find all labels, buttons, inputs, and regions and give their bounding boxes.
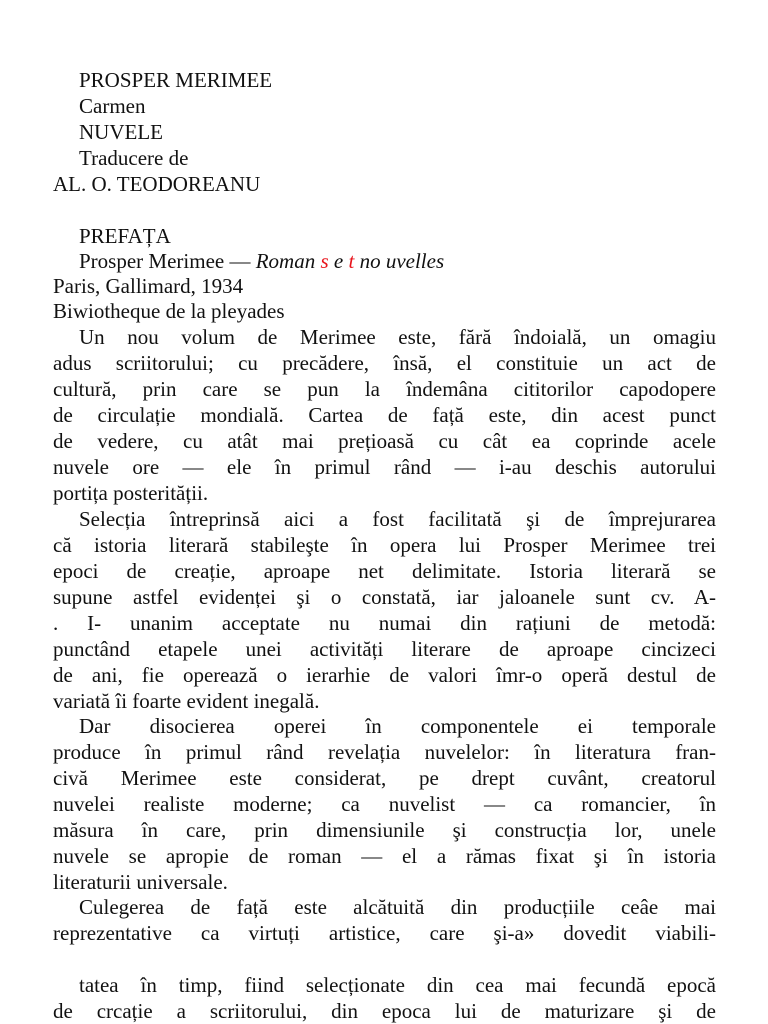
text-line: nuvele se apropie de roman — el a rămas fixat şi în istoria [53,844,716,868]
text-line: Culegerea de față este alcătuită din producțiile ceâe mai [79,895,716,919]
text-line: epoci de creație, aproape net delimitate. Istoria literară se [53,559,716,583]
translator-name: AL. O. TEODOREANU [53,172,261,196]
genre-label: NUVELE [79,120,163,144]
text-line: că istoria literară stabileşte în opera lui Prosper Merimee trei [53,533,716,557]
translation-label: Traducere de [79,146,189,170]
text-line: civă Merimee este considerat, pe drept cuvânt, creatorul [53,766,716,790]
text-line: Un nou volum de Merimee este, fără îndoială, un omagiu [79,325,716,349]
citation-red-letter: t [348,249,355,273]
text-line: de circulație mondială. Cartea de față este, din acest punct [53,403,716,427]
citation-publisher: Paris, Gallimard, 1934 [53,274,244,298]
text-line: Selecția întreprinsă aici a fost facilitată şi de împrejurarea [79,507,716,531]
text-line: tatea în timp, fiind selecționate din cea mai fecundă epocă [79,973,716,997]
text-line: cultură, prin care se pun la îndemâna cititorilor capodopere [53,377,716,401]
text-line: Dar disocierea operei în componentele ei temporale [79,714,716,738]
text-line: de vedere, cu atât mai prețioasă cu cât ea coprinde acele [53,429,716,453]
text-line: măsura în care, prin dimensiunile şi construcția lor, unele [53,818,716,842]
text-line: punctând etapele unei activități literare de aproape cincizeci [53,637,716,661]
text-line: de ani, fie operează o ierarhie de valori îmr-o operă destul de [53,663,716,687]
author-name: PROSPER MERIMEE [79,68,273,92]
text-line: nuvelei realiste moderne; ca nuvelist — ca romancier, în [53,792,716,816]
citation-book-part: e [328,249,349,273]
text-line: supune astfel evidenței şi o constată, iar jaloanele sunt cv. A- [53,585,716,609]
citation-book-part: Roman [255,249,321,273]
citation-line [79,248,716,274]
text-line: variată îi foarte evident inegală. [53,689,320,713]
text-line: literaturii universale. [53,870,228,894]
citation-red-letter: s [320,249,329,273]
preface-title: PREFAȚA [79,224,171,248]
text-line: portița posterității. [53,481,209,505]
citation-series: Biwiotheque de la pleyades [53,299,285,323]
text-line: reprezentative ca virtuți artistice, care şi-a» dovedit viabili- [53,921,716,945]
text-line: adus scriitorului; cu precădere, însă, el constituie un act de [53,351,716,375]
citation-author: Prosper Merimee — [79,249,256,273]
text-line: produce în primul rând revelația nuvelelor: în literatura fran- [53,740,716,764]
work-title: Carmen [79,94,146,118]
text-line: nuvele ore — ele în primul rând — i-au deschis autorului [53,455,716,479]
text-line: de crcație a scriitorului, din epoca lui de maturizare şi de [53,999,716,1023]
citation-book-part: no uvelles [354,249,445,273]
text-line: . I- unanim acceptate nu numai din rațiuni de metodă: [53,611,716,635]
